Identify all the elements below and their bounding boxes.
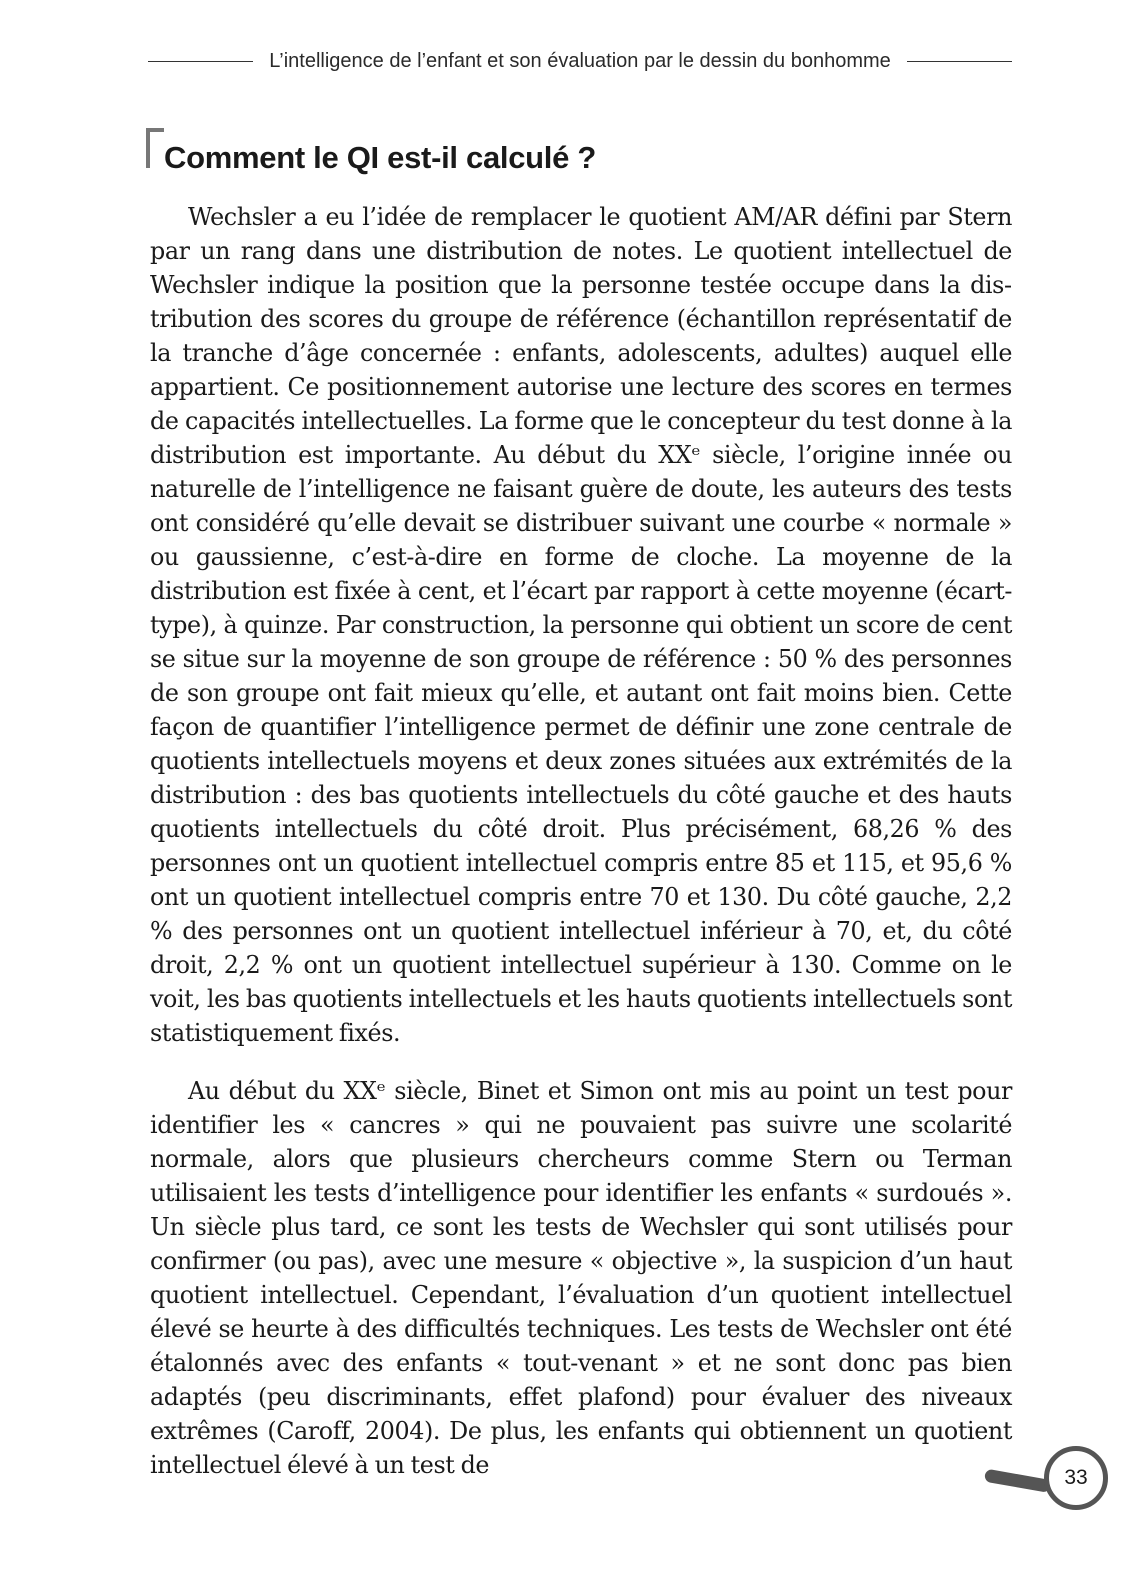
running-header xyxy=(148,50,1012,73)
running-title: L’intelligence de l’enfant et son évaluation par le dessin du bonhomme xyxy=(269,50,891,72)
heading-corner-mark xyxy=(146,128,164,168)
header-rule-left xyxy=(148,61,253,62)
page-number-circle xyxy=(1044,1446,1108,1510)
paragraph-1: Wechsler a eu l’idée de remplacer le quotient AM/AR défini par Stern par un rang dans une distribution de notes. Le quotient intellectuel de Wechsler indique la position que la personne testée occupe dans la distribution des scores du groupe de référence (échantillon représentatif de la tranche d’âge concernée : enfants, adolescents, adultes) auquel elle appartient. Ce positionnement autorise une lecture des scores en termes de capacités intellectuelles. La forme que le concepteur du test donne à la distribution est importante. Au début du XXᵉ siècle, l’origine innée ou naturelle de l’intelligence ne faisant guère de doute, les auteurs des tests ont considéré qu’elle devait se distribuer suivant une courbe « normale » ou gaussienne, c’est-à-dire en forme de cloche. La moyenne de la distribution est fixée à cent, et l’écart par rapport à cette moyenne (écart-type), à quinze. Par construction, la personne qui obtient un score de cent se situe sur la moyenne de son groupe de référence : 50 % des personnes de son groupe ont fait mieux qu’elle, et autant ont fait moins bien. Cette façon de quantifier l’intelligence permet de définir une zone centrale de quotients intellectuels moyens et deux zones situées aux extrémités de la distribution : des bas quotients intellectuels du côté gauche et des hauts quotients intellectuels du côté droit. Plus précisément, 68,26 % des personnes ont un quotient intellectuel compris entre 85 et 115, et 95,6 % ont un quotient intellectuel compris entre 70 et 130. Du côté gauche, 2,2 % des personnes ont un quotient intellectuel inférieur à 70, et, du côté droit, 2,2 % ont un quotient intellectuel supérieur à 130. Comme on le voit, les bas quotients intellectuels et les hauts quotients intellectuels sont statistiquement fixés. xyxy=(150,203,1012,1047)
page-number: 33 xyxy=(1064,1466,1088,1489)
section-heading-block xyxy=(146,128,596,176)
section-heading: Comment le QI est-il calculé ? xyxy=(164,140,597,175)
paragraph-2: Au début du XXᵉ siècle, Binet et Simon ont mis au point un test pour identifier les « cancres » qui ne pouvaient pas suivre une scolarité normale, alors que plusieurs chercheurs comme Stern ou Terman utilisaient les tests d’intelligence pour identifier les enfants « surdoués ». Un siècle plus tard, ce sont les tests de Wechsler qui sont utilisés pour confirmer (ou pas), avec une mesure « objective », la suspicion d’un haut quotient intellectuel. Cependant, l’évaluation d’un quotient intellectuel élevé se heurte à des difficultés techniques. Les tests de Wechsler ont été étalonnés avec des enfants « tout-venant » et ne sont donc pas bien adaptés (peu discriminants, effet plafond) pour évaluer des niveaux extrêmes (Caroff, 2004). De plus, les enfants qui obtiennent un quotient intellectuel élevé à un test de xyxy=(150,1077,1012,1479)
magnifier-icon xyxy=(984,1469,1051,1493)
header-rule-right xyxy=(907,61,1012,62)
body-text xyxy=(150,200,1012,1506)
page-number-badge xyxy=(984,1442,1114,1542)
